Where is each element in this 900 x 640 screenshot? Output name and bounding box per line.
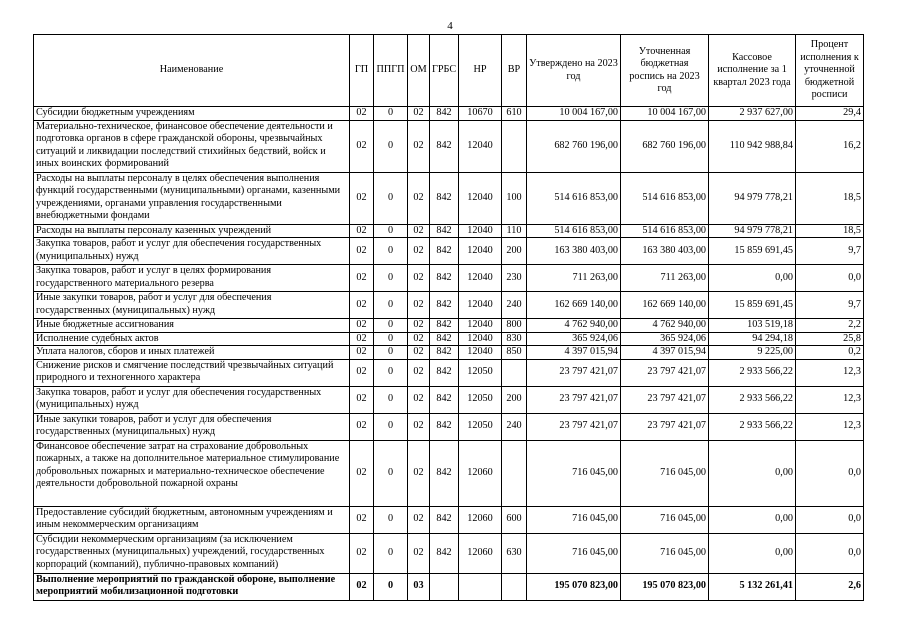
table-row bbox=[34, 332, 864, 346]
cell-cash: 2 933 566,22 bbox=[709, 413, 796, 440]
cell-percent: 9,7 bbox=[796, 238, 864, 265]
cell-grbs: 842 bbox=[430, 172, 459, 224]
table-row bbox=[34, 107, 864, 121]
cell-ppgp: 0 bbox=[374, 292, 408, 319]
cell-cash: 2 937 627,00 bbox=[709, 107, 796, 121]
cell-gp: 02 bbox=[350, 533, 374, 573]
cell-refined: 716 045,00 bbox=[621, 506, 709, 533]
cell-approved: 195 070 823,00 bbox=[527, 573, 621, 600]
cell-om: 02 bbox=[408, 413, 430, 440]
cell-name: Материально-техническое, финансовое обеспечение деятельности и подготовка органов в сфере гражданской обороны, чрезвычайных ситуаций и ликвидации последствий стихийных бедствий, войск и иных воинских формирований bbox=[34, 120, 350, 172]
cell-name: Предоставление субсидий бюджетным, автономным учреждениям и иным некоммерческим организациям bbox=[34, 506, 350, 533]
cell-cash: 103 519,18 bbox=[709, 319, 796, 333]
cell-vr: 600 bbox=[502, 506, 527, 533]
cell-cash: 0,00 bbox=[709, 440, 796, 506]
cell-refined: 514 616 853,00 bbox=[621, 224, 709, 238]
cell-gp: 02 bbox=[350, 359, 374, 386]
cell-om: 03 bbox=[408, 573, 430, 600]
table-row bbox=[34, 573, 864, 600]
cell-refined: 682 760 196,00 bbox=[621, 120, 709, 172]
cell-percent: 18,5 bbox=[796, 172, 864, 224]
cell-refined: 514 616 853,00 bbox=[621, 172, 709, 224]
cell-om: 02 bbox=[408, 238, 430, 265]
cell-ppgp: 0 bbox=[374, 107, 408, 121]
table-row bbox=[34, 319, 864, 333]
cell-ppgp: 0 bbox=[374, 172, 408, 224]
cell-vr: 200 bbox=[502, 238, 527, 265]
table-body bbox=[34, 107, 864, 601]
cell-gp: 02 bbox=[350, 440, 374, 506]
cell-gp: 02 bbox=[350, 346, 374, 360]
table-row bbox=[34, 506, 864, 533]
cell-refined: 195 070 823,00 bbox=[621, 573, 709, 600]
cell-name: Уплата налогов, сборов и иных платежей bbox=[34, 346, 350, 360]
cell-refined: 711 263,00 bbox=[621, 265, 709, 292]
cell-percent: 9,7 bbox=[796, 292, 864, 319]
cell-grbs: 842 bbox=[430, 506, 459, 533]
table-row bbox=[34, 238, 864, 265]
table-header bbox=[34, 35, 864, 107]
cell-gp: 02 bbox=[350, 172, 374, 224]
cell-om: 02 bbox=[408, 224, 430, 238]
header-name: Наименование bbox=[34, 35, 350, 107]
cell-grbs: 842 bbox=[430, 319, 459, 333]
cell-ppgp: 0 bbox=[374, 224, 408, 238]
cell-cash: 2 933 566,22 bbox=[709, 359, 796, 386]
cell-percent: 12,3 bbox=[796, 386, 864, 413]
cell-vr bbox=[502, 120, 527, 172]
table-row bbox=[34, 533, 864, 573]
cell-refined: 162 669 140,00 bbox=[621, 292, 709, 319]
cell-name: Выполнение мероприятий по гражданской обороне, выполнение мероприятий мобилизационной подготовки bbox=[34, 573, 350, 600]
cell-ppgp: 0 bbox=[374, 440, 408, 506]
cell-name: Закупка товаров, работ и услуг в целях формирования государственного материального резерва bbox=[34, 265, 350, 292]
cell-gp: 02 bbox=[350, 573, 374, 600]
cell-cash: 0,00 bbox=[709, 506, 796, 533]
cell-grbs: 842 bbox=[430, 238, 459, 265]
cell-vr: 240 bbox=[502, 292, 527, 319]
cell-name: Финансовое обеспечение затрат на страхование добровольных пожарных, а также на дополнительное материальное стимулирование добровольных пожарных и материально-техническое обеспечение деятельности добровольной пожарной охраны bbox=[34, 440, 350, 506]
cell-np: 12040 bbox=[459, 265, 502, 292]
cell-np: 12040 bbox=[459, 292, 502, 319]
cell-grbs: 842 bbox=[430, 224, 459, 238]
cell-vr: 110 bbox=[502, 224, 527, 238]
cell-name: Иные закупки товаров, работ и услуг для обеспечения государственных (муниципальных) нужд bbox=[34, 413, 350, 440]
cell-approved: 365 924,06 bbox=[527, 332, 621, 346]
cell-grbs: 842 bbox=[430, 292, 459, 319]
cell-vr: 100 bbox=[502, 172, 527, 224]
cell-approved: 23 797 421,07 bbox=[527, 413, 621, 440]
cell-refined: 4 762 940,00 bbox=[621, 319, 709, 333]
header-cash: Кассовое исполнение за 1 квартал 2023 года bbox=[709, 35, 796, 107]
cell-approved: 716 045,00 bbox=[527, 506, 621, 533]
cell-name: Иные бюджетные ассигнования bbox=[34, 319, 350, 333]
cell-om: 02 bbox=[408, 533, 430, 573]
cell-ppgp: 0 bbox=[374, 319, 408, 333]
cell-np: 12040 bbox=[459, 172, 502, 224]
cell-np: 12050 bbox=[459, 359, 502, 386]
cell-ppgp: 0 bbox=[374, 332, 408, 346]
table-row bbox=[34, 172, 864, 224]
cell-np: 10670 bbox=[459, 107, 502, 121]
cell-om: 02 bbox=[408, 107, 430, 121]
cell-gp: 02 bbox=[350, 120, 374, 172]
cell-cash: 94 979 778,21 bbox=[709, 172, 796, 224]
cell-om: 02 bbox=[408, 172, 430, 224]
cell-vr: 610 bbox=[502, 107, 527, 121]
cell-ppgp: 0 bbox=[374, 413, 408, 440]
cell-percent: 0,0 bbox=[796, 265, 864, 292]
cell-refined: 10 004 167,00 bbox=[621, 107, 709, 121]
cell-grbs: 842 bbox=[430, 107, 459, 121]
budget-execution-table bbox=[33, 34, 864, 601]
cell-percent: 2,6 bbox=[796, 573, 864, 600]
cell-om: 02 bbox=[408, 332, 430, 346]
cell-ppgp: 0 bbox=[374, 533, 408, 573]
table-row bbox=[34, 440, 864, 506]
cell-vr bbox=[502, 573, 527, 600]
cell-approved: 711 263,00 bbox=[527, 265, 621, 292]
cell-gp: 02 bbox=[350, 319, 374, 333]
cell-grbs: 842 bbox=[430, 440, 459, 506]
cell-percent: 2,2 bbox=[796, 319, 864, 333]
cell-np bbox=[459, 573, 502, 600]
cell-gp: 02 bbox=[350, 386, 374, 413]
header-approved: Утверждено на 2023 год bbox=[527, 35, 621, 107]
cell-np: 12040 bbox=[459, 346, 502, 360]
cell-ppgp: 0 bbox=[374, 506, 408, 533]
cell-om: 02 bbox=[408, 120, 430, 172]
cell-cash: 9 225,00 bbox=[709, 346, 796, 360]
page-number: 4 bbox=[447, 20, 453, 32]
cell-cash: 5 132 261,41 bbox=[709, 573, 796, 600]
header-np: НР bbox=[459, 35, 502, 107]
cell-approved: 716 045,00 bbox=[527, 440, 621, 506]
cell-approved: 162 669 140,00 bbox=[527, 292, 621, 319]
table-row bbox=[34, 120, 864, 172]
cell-name: Расходы на выплаты персоналу казенных учреждений bbox=[34, 224, 350, 238]
cell-approved: 23 797 421,07 bbox=[527, 386, 621, 413]
cell-name: Снижение рисков и смягчение последствий чрезвычайных ситуаций природного и техногенного характера bbox=[34, 359, 350, 386]
cell-approved: 4 397 015,94 bbox=[527, 346, 621, 360]
cell-refined: 4 397 015,94 bbox=[621, 346, 709, 360]
cell-vr: 830 bbox=[502, 332, 527, 346]
cell-np: 12040 bbox=[459, 332, 502, 346]
cell-percent: 16,2 bbox=[796, 120, 864, 172]
cell-refined: 23 797 421,07 bbox=[621, 386, 709, 413]
cell-approved: 23 797 421,07 bbox=[527, 359, 621, 386]
table-row bbox=[34, 413, 864, 440]
cell-ppgp: 0 bbox=[374, 238, 408, 265]
cell-cash: 2 933 566,22 bbox=[709, 386, 796, 413]
cell-grbs: 842 bbox=[430, 359, 459, 386]
cell-vr: 800 bbox=[502, 319, 527, 333]
header-gp: ГП bbox=[350, 35, 374, 107]
cell-vr bbox=[502, 359, 527, 386]
cell-vr: 200 bbox=[502, 386, 527, 413]
cell-vr: 630 bbox=[502, 533, 527, 573]
cell-ppgp: 0 bbox=[374, 359, 408, 386]
cell-grbs: 842 bbox=[430, 533, 459, 573]
cell-percent: 0,2 bbox=[796, 346, 864, 360]
cell-cash: 94 294,18 bbox=[709, 332, 796, 346]
cell-gp: 02 bbox=[350, 413, 374, 440]
cell-om: 02 bbox=[408, 359, 430, 386]
cell-percent: 12,3 bbox=[796, 413, 864, 440]
cell-np: 12040 bbox=[459, 224, 502, 238]
cell-ppgp: 0 bbox=[374, 346, 408, 360]
cell-name: Субсидии некоммерческим организациям (за исключением государственных (муниципальных) учреждений, государственных корпораций (компаний), публично-правовых компаний) bbox=[34, 533, 350, 573]
cell-vr: 240 bbox=[502, 413, 527, 440]
cell-om: 02 bbox=[408, 440, 430, 506]
cell-ppgp: 0 bbox=[374, 573, 408, 600]
cell-refined: 716 045,00 bbox=[621, 440, 709, 506]
cell-grbs: 842 bbox=[430, 265, 459, 292]
cell-gp: 02 bbox=[350, 224, 374, 238]
cell-np: 12050 bbox=[459, 386, 502, 413]
cell-np: 12060 bbox=[459, 533, 502, 573]
cell-vr: 230 bbox=[502, 265, 527, 292]
header-grbs: ГРБС bbox=[430, 35, 459, 107]
cell-name: Расходы на выплаты персоналу в целях обеспечения выполнения функций государственными (муниципальными) органами, казенными учреждениями, органами управления государственными внебюджетными фондами bbox=[34, 172, 350, 224]
header-percent: Процент исполнения к уточненной бюджетной росписи bbox=[796, 35, 864, 107]
cell-np: 12040 bbox=[459, 319, 502, 333]
cell-grbs: 842 bbox=[430, 346, 459, 360]
cell-approved: 682 760 196,00 bbox=[527, 120, 621, 172]
cell-name: Субсидии бюджетным учреждениям bbox=[34, 107, 350, 121]
cell-gp: 02 bbox=[350, 238, 374, 265]
cell-gp: 02 bbox=[350, 332, 374, 346]
cell-percent: 12,3 bbox=[796, 359, 864, 386]
cell-gp: 02 bbox=[350, 107, 374, 121]
cell-refined: 716 045,00 bbox=[621, 533, 709, 573]
cell-vr bbox=[502, 440, 527, 506]
cell-refined: 23 797 421,07 bbox=[621, 413, 709, 440]
cell-cash: 0,00 bbox=[709, 533, 796, 573]
cell-om: 02 bbox=[408, 346, 430, 360]
table-row bbox=[34, 292, 864, 319]
cell-grbs: 842 bbox=[430, 386, 459, 413]
cell-om: 02 bbox=[408, 319, 430, 333]
cell-om: 02 bbox=[408, 292, 430, 319]
table-row bbox=[34, 224, 864, 238]
cell-om: 02 bbox=[408, 265, 430, 292]
header-vr: ВР bbox=[502, 35, 527, 107]
header-ppgp: ППГП bbox=[374, 35, 408, 107]
table-row bbox=[34, 346, 864, 360]
cell-name: Закупка товаров, работ и услуг для обеспечения государственных (муниципальных) нужд bbox=[34, 238, 350, 265]
cell-percent: 18,5 bbox=[796, 224, 864, 238]
cell-ppgp: 0 bbox=[374, 265, 408, 292]
cell-approved: 163 380 403,00 bbox=[527, 238, 621, 265]
cell-approved: 10 004 167,00 bbox=[527, 107, 621, 121]
cell-approved: 514 616 853,00 bbox=[527, 172, 621, 224]
cell-np: 12050 bbox=[459, 413, 502, 440]
cell-cash: 0,00 bbox=[709, 265, 796, 292]
cell-name: Закупка товаров, работ и услуг для обеспечения государственных (муниципальных) нужд bbox=[34, 386, 350, 413]
cell-ppgp: 0 bbox=[374, 386, 408, 413]
table-row bbox=[34, 359, 864, 386]
cell-grbs bbox=[430, 573, 459, 600]
cell-refined: 163 380 403,00 bbox=[621, 238, 709, 265]
cell-cash: 94 979 778,21 bbox=[709, 224, 796, 238]
cell-percent: 29,4 bbox=[796, 107, 864, 121]
cell-np: 12040 bbox=[459, 238, 502, 265]
header-refined: Уточненная бюджетная роспись на 2023 год bbox=[621, 35, 709, 107]
cell-refined: 365 924,06 bbox=[621, 332, 709, 346]
cell-grbs: 842 bbox=[430, 332, 459, 346]
cell-refined: 23 797 421,07 bbox=[621, 359, 709, 386]
table-row bbox=[34, 265, 864, 292]
cell-percent: 0,0 bbox=[796, 440, 864, 506]
cell-percent: 25,8 bbox=[796, 332, 864, 346]
cell-ppgp: 0 bbox=[374, 120, 408, 172]
cell-name: Исполнение судебных актов bbox=[34, 332, 350, 346]
cell-grbs: 842 bbox=[430, 413, 459, 440]
cell-vr: 850 bbox=[502, 346, 527, 360]
cell-percent: 0,0 bbox=[796, 533, 864, 573]
cell-percent: 0,0 bbox=[796, 506, 864, 533]
cell-name: Иные закупки товаров, работ и услуг для обеспечения государственных (муниципальных) нужд bbox=[34, 292, 350, 319]
table-row bbox=[34, 386, 864, 413]
header-om: ОМ bbox=[408, 35, 430, 107]
cell-cash: 15 859 691,45 bbox=[709, 292, 796, 319]
cell-approved: 716 045,00 bbox=[527, 533, 621, 573]
cell-om: 02 bbox=[408, 386, 430, 413]
cell-approved: 4 762 940,00 bbox=[527, 319, 621, 333]
cell-np: 12040 bbox=[459, 120, 502, 172]
cell-om: 02 bbox=[408, 506, 430, 533]
cell-np: 12060 bbox=[459, 506, 502, 533]
cell-approved: 514 616 853,00 bbox=[527, 224, 621, 238]
cell-gp: 02 bbox=[350, 292, 374, 319]
cell-gp: 02 bbox=[350, 265, 374, 292]
cell-np: 12060 bbox=[459, 440, 502, 506]
cell-cash: 110 942 988,84 bbox=[709, 120, 796, 172]
cell-grbs: 842 bbox=[430, 120, 459, 172]
cell-gp: 02 bbox=[350, 506, 374, 533]
cell-cash: 15 859 691,45 bbox=[709, 238, 796, 265]
